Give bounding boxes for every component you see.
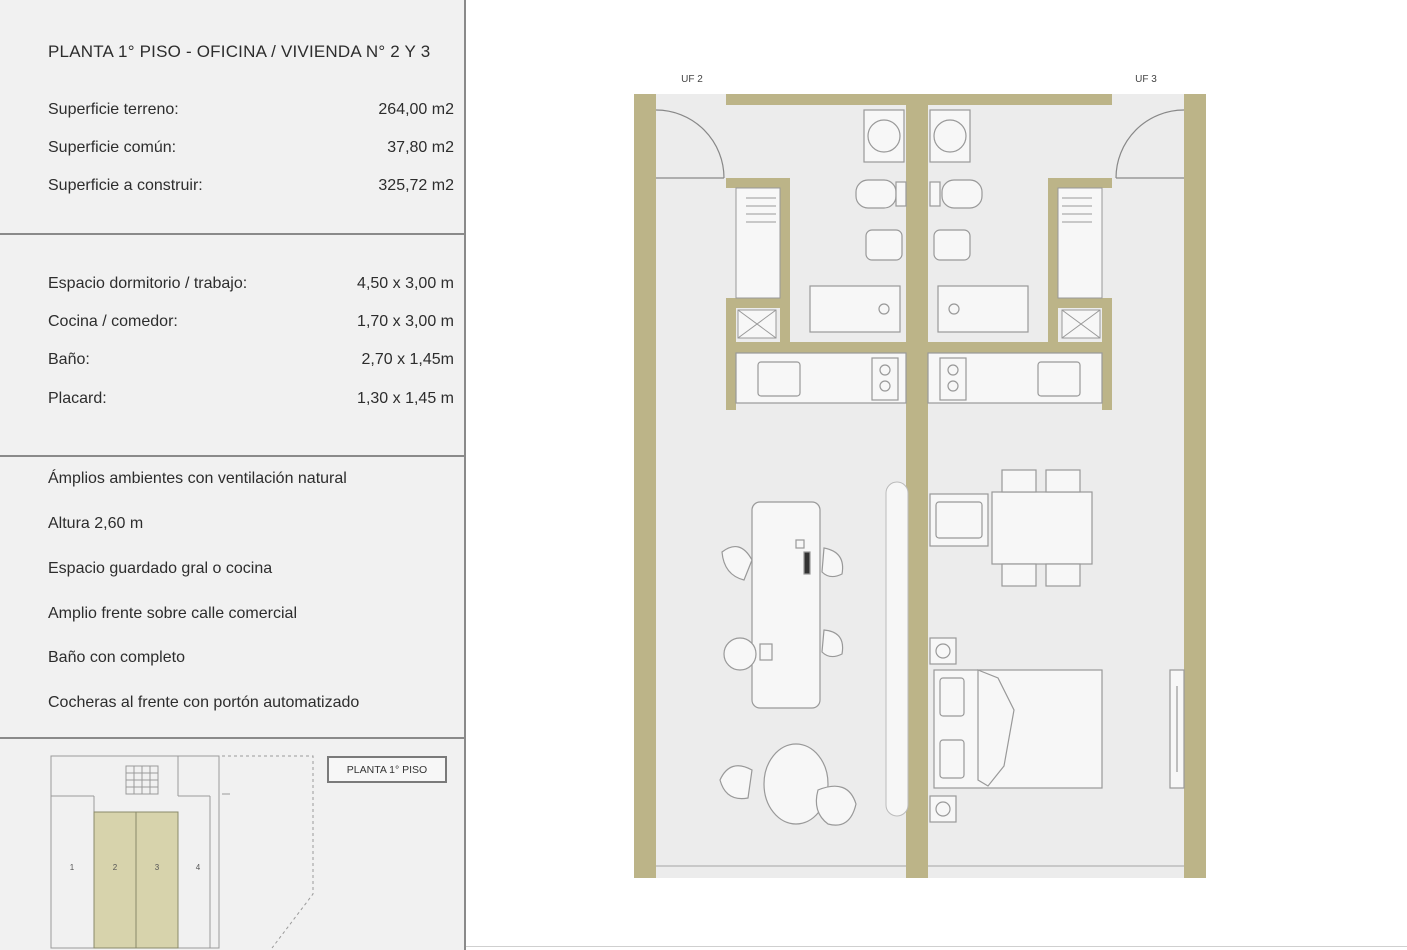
divider xyxy=(0,737,464,739)
feature-item: Altura 2,60 m xyxy=(48,515,144,532)
unit-number: 1 xyxy=(69,863,75,872)
unit-number: 2 xyxy=(112,863,118,872)
room-label: Espacio dormitorio / trabajo: xyxy=(48,275,248,292)
feature-item: Cocheras al frente con portón automatizado xyxy=(48,694,360,711)
surface-row-comun xyxy=(48,139,454,157)
unit-number: 4 xyxy=(195,863,201,872)
room-row-bano xyxy=(48,351,454,369)
room-row-cocina xyxy=(48,313,454,331)
feature-item: Amplio frente sobre calle comercial xyxy=(48,605,297,622)
feature-item: Espacio guardado gral o cocina xyxy=(48,560,273,577)
unit-label-uf2: UF 2 xyxy=(681,74,703,85)
surface-label: Superficie a construir: xyxy=(48,177,203,194)
room-dimension: 1,70 x 3,00 m xyxy=(357,313,454,330)
closet-door xyxy=(1170,670,1184,788)
key-plan xyxy=(50,754,316,950)
surface-value: 325,72 m2 xyxy=(378,177,454,194)
room-label: Placard: xyxy=(48,390,107,407)
surface-value: 264,00 m2 xyxy=(378,101,454,118)
surface-label: Superficie común: xyxy=(48,139,177,156)
room-dimension: 4,50 x 3,00 m xyxy=(357,275,454,292)
room-dimension: 2,70 x 1,45m xyxy=(361,351,454,368)
feature-item: Baño con completo xyxy=(48,649,185,666)
floor-plan xyxy=(600,60,1240,890)
room-dimension: 1,30 x 1,45 m xyxy=(357,390,454,407)
page-border xyxy=(466,946,1407,947)
surface-row-construir xyxy=(48,177,454,195)
info-panel xyxy=(0,0,466,950)
surface-label: Superficie terreno: xyxy=(48,101,179,118)
room-label: Baño: xyxy=(48,351,90,368)
page-title: PLANTA 1° PISO - OFICINA / VIVIENDA N° 2 Y 3 xyxy=(48,42,431,61)
surface-row-terreno xyxy=(48,101,454,119)
room-row-placard xyxy=(48,390,454,408)
partition xyxy=(886,482,908,816)
feature-item: Ámplios ambientes con ventilación natural xyxy=(48,470,347,487)
unit-label-uf3: UF 3 xyxy=(1135,74,1157,85)
room-row-dormitorio xyxy=(48,275,454,293)
surface-value: 37,80 m2 xyxy=(387,139,454,156)
floor-selector-button[interactable]: PLANTA 1° PISO xyxy=(327,756,447,783)
divider xyxy=(0,455,464,457)
room-label: Cocina / comedor: xyxy=(48,313,178,330)
unit-number: 3 xyxy=(154,863,160,872)
divider xyxy=(0,233,464,235)
